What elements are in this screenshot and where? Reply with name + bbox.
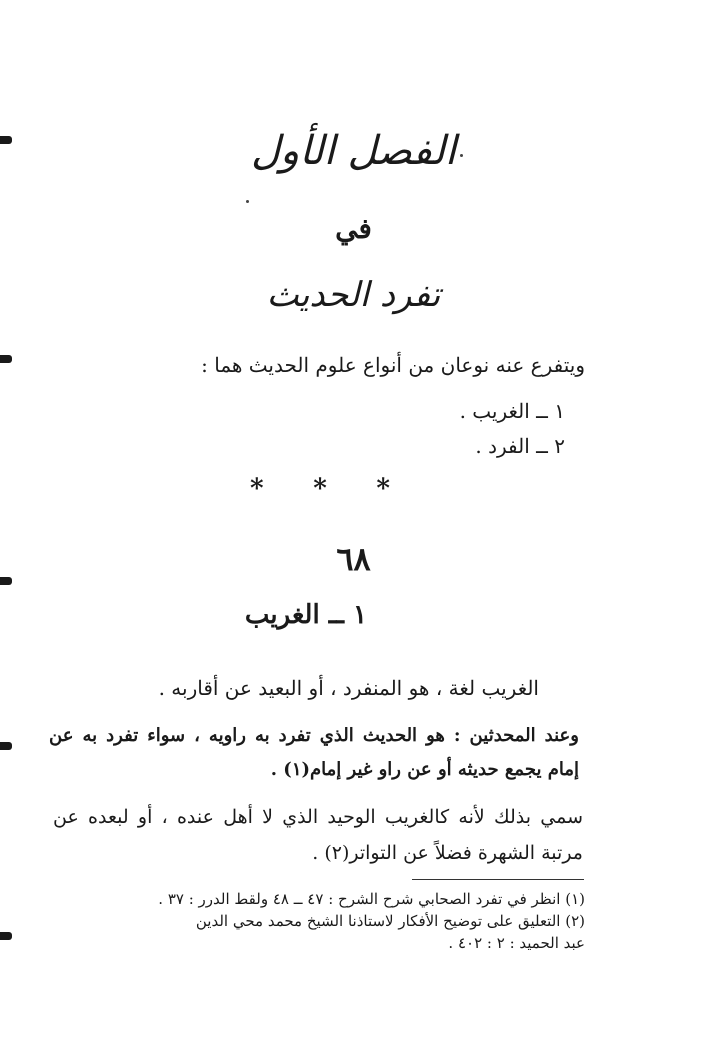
- chapter-preposition: في: [335, 212, 372, 245]
- footnote-divider: [412, 879, 584, 880]
- page-edge-mark: [0, 577, 12, 585]
- footnote-2: (٢) التعليق على توضيح الأفكار لاستاذنا الشيخ محمد محي الدين: [195, 912, 585, 930]
- chapter-topic: تفرد الحديث: [266, 275, 441, 315]
- separator-star: *: [313, 474, 327, 504]
- section-heading: ١ ــ الغريب: [244, 600, 367, 630]
- separator-stars: [250, 474, 390, 504]
- separator-star: *: [250, 474, 264, 504]
- page-number: ٦٨: [336, 540, 371, 578]
- paragraph-definition-language: الغريب لغة ، هو المنفرد ، أو البعيد عن أقاربه .: [158, 676, 539, 700]
- footnote-2-continuation: عبد الحميد : ٢ : ٤٠٢ .: [448, 934, 585, 952]
- paragraph-definition-hadith-scholars: وعند المحدثين : هو الحديث الذي تفرد به راويه ، سواء تفرد به عن إمام يجمع حديثه أو عن راو غير إمام(١) .: [49, 725, 579, 780]
- page-edge-mark: [0, 932, 12, 940]
- page-edge-mark: [0, 742, 12, 750]
- intro-line: ويتفرع عنه نوعان من أنواع علوم الحديث هما :: [201, 353, 585, 377]
- separator-star: *: [376, 474, 390, 504]
- page-edge-mark: [0, 355, 12, 363]
- paragraph-naming-reason: سمي بذلك لأنه كالغريب الوحيد الذي لا أهل عنده ، أو لبعده عن مرتبة الشهرة فضلاً عن التواتر(٢) .: [53, 806, 583, 864]
- decorative-dot: [246, 200, 249, 203]
- decorative-dot: [460, 154, 463, 157]
- chapter-title: الفصل الأول: [250, 128, 457, 174]
- footnotes: [50, 888, 585, 954]
- footnote-1: (١) انظر في تفرد الصحابي شرح الشرح : ٤٧ ــ ٤٨ ولقط الدرر : ٣٧ .: [158, 890, 585, 908]
- list-item: ٢ ــ الفرد .: [475, 434, 565, 458]
- list-item: ١ ــ الغريب .: [459, 399, 565, 423]
